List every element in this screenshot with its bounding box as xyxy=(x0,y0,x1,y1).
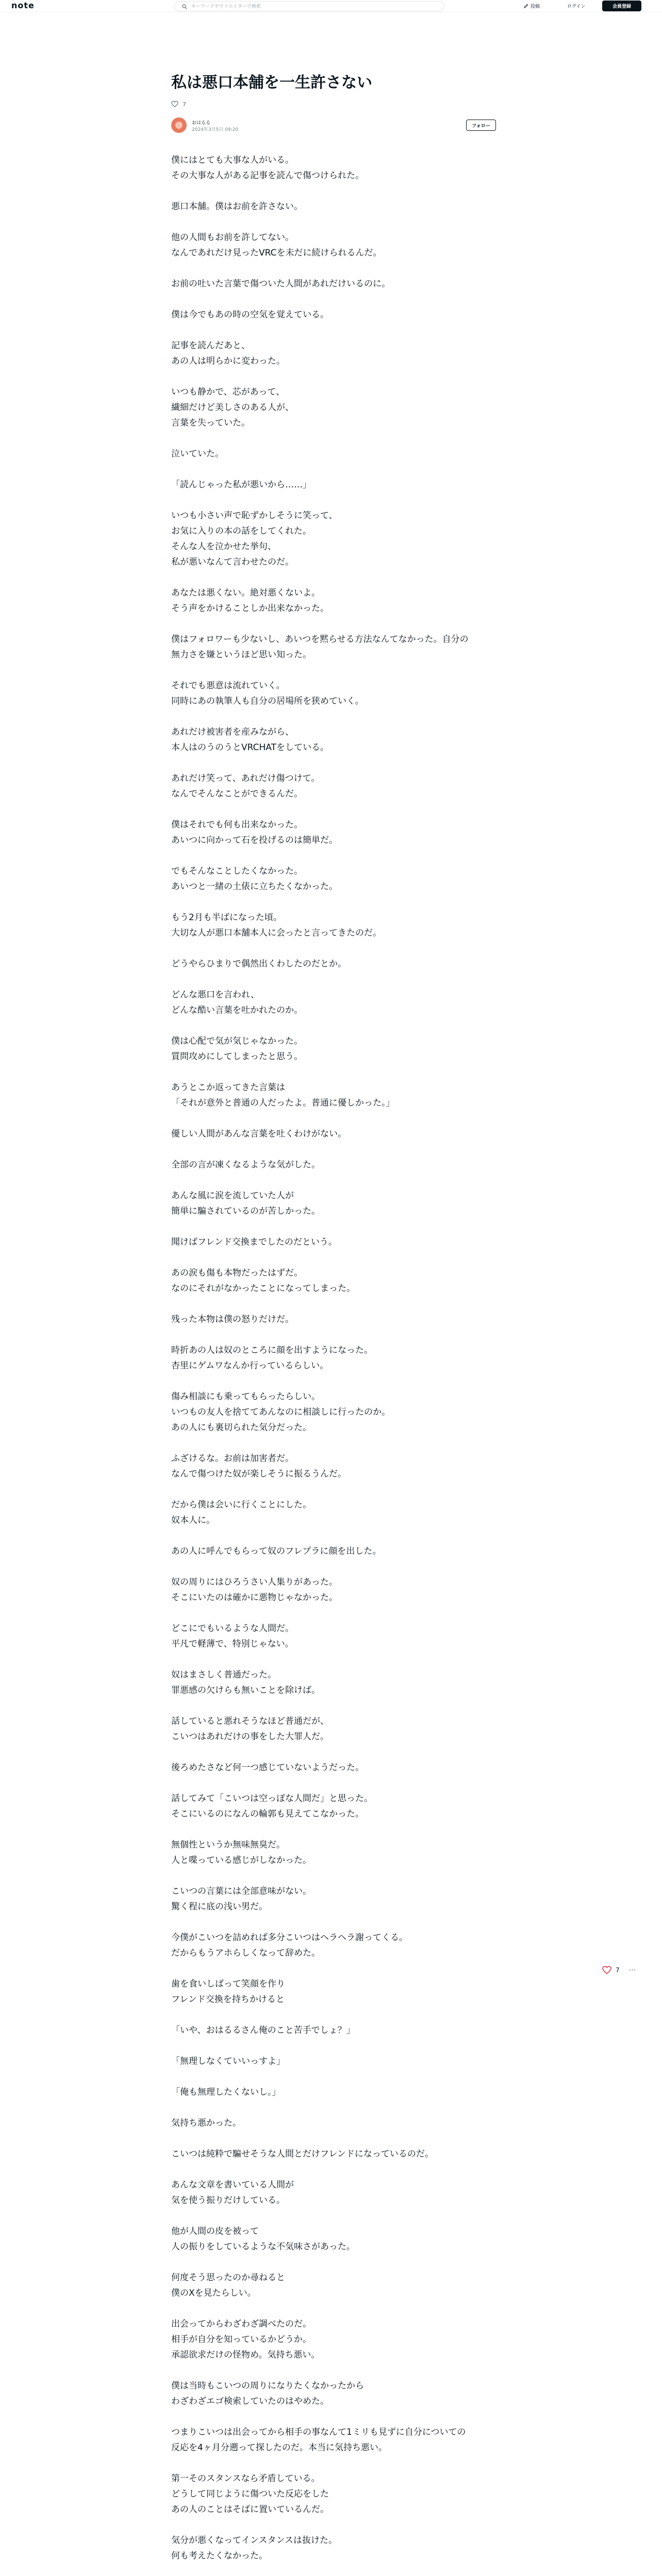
paragraph-line: 「俺も無理したくないし。」 xyxy=(171,2087,281,2097)
paragraph-line: あうとこか返ってきた言葉は xyxy=(171,1082,285,1093)
paragraph-line: あいつに向かって石を投げるのは簡単だ。 xyxy=(171,835,338,845)
article-paragraph xyxy=(171,307,496,323)
paragraph-line: 平凡で軽薄で、特別じゃない。 xyxy=(171,1639,294,1649)
article-paragraph xyxy=(171,771,496,802)
article-paragraph xyxy=(171,338,496,369)
paragraph-line: どんな悪口を言われ、 xyxy=(171,990,260,1000)
paragraph-line: あんな風に涙を流していた人が xyxy=(171,1191,294,1201)
paragraph-line: いつも小さい声で恥ずかしそうに笑って、 xyxy=(171,511,338,521)
paragraph-line: 質問攻めにしてしまったと思う。 xyxy=(171,1052,303,1062)
article-paragraph xyxy=(171,1621,496,1652)
search-bar[interactable] xyxy=(174,1,444,11)
paragraph-line: そんな人を泣かせた挙句、 xyxy=(171,541,276,552)
article-paragraph xyxy=(171,863,496,894)
article-paragraph xyxy=(171,2115,496,2131)
paragraph-line: フレンド交換を持ちかけると xyxy=(171,1994,285,2005)
paragraph-line: その大事な人がある記事を読んで傷つけられた。 xyxy=(171,171,364,181)
paragraph-line: 歯を食いしばって笑顔を作り xyxy=(171,1979,285,1989)
article-paragraph xyxy=(171,1791,496,1822)
search-input[interactable] xyxy=(191,3,428,10)
article-paragraph xyxy=(171,2084,496,2100)
pencil-icon xyxy=(524,4,528,8)
paragraph-line: あいつと一緒の土俵に立ちたくなかった。 xyxy=(171,882,338,892)
like-count: 7 xyxy=(183,100,186,108)
paragraph-line: 言葉を失っていた。 xyxy=(171,418,250,428)
article-paragraph xyxy=(171,1080,496,1111)
more-options-icon[interactable]: ⋯ xyxy=(628,1966,636,1974)
paragraph-line: 繊細だけど美しさのある人が、 xyxy=(171,402,294,413)
article-paragraph xyxy=(171,987,496,1018)
article-paragraph xyxy=(171,956,496,972)
paragraph-line: 同時にあの執筆人も自分の居場所を狭めていく。 xyxy=(171,696,364,706)
paragraph-line: 気持ち悪かった。 xyxy=(171,2118,241,2128)
paragraph-line: 人と喋っている感じがしなかった。 xyxy=(171,1855,311,1866)
paragraph-line: ふざけるな。お前は加害者だ。 xyxy=(171,1453,294,1464)
paragraph-line: あれだけ笑って、あれだけ傷つけて。 xyxy=(171,773,320,784)
paragraph-line: 僕はフォロワーも少ないし、あいつを黙らせる方法なんてなかった。自分の xyxy=(171,634,469,645)
article-paragraph xyxy=(171,1312,496,1327)
paragraph-line: 大切な人が悪口本舗本人に会ったと言ってきたのだ。 xyxy=(171,928,382,938)
paragraph-line: 反応を4ヶ月分遡って探したのだ。本当に気持ち悪い。 xyxy=(171,2443,387,2453)
paragraph-line: 気分が悪くなってインスタンスは抜けた。 xyxy=(171,2535,337,2546)
paragraph-line: あの人にも裏切られた気分だった。 xyxy=(171,1422,311,1433)
article-paragraph xyxy=(171,1126,496,1142)
paragraph-line: いつも静かで、芯があって、 xyxy=(171,387,285,397)
article-paragraph xyxy=(171,1714,496,1744)
author-name[interactable]: おはるる xyxy=(192,121,211,126)
paragraph-line: 僕は心配で気が気じゃなかった。 xyxy=(171,1036,303,1046)
article-paragraph xyxy=(171,2023,496,2038)
paragraph-line: 奴はまさしく普通だった。 xyxy=(171,1670,276,1680)
paragraph-line: 何度そう思ったのか尋ねると xyxy=(171,2273,285,2283)
paragraph-line: あれだけ被害者を産みながら、 xyxy=(171,727,294,737)
article-paragraph xyxy=(171,1234,496,1250)
article-paragraph xyxy=(171,1389,496,1435)
article-paragraph xyxy=(171,1930,496,1961)
paragraph-line: 私が悪いなんて言わせたのだ。 xyxy=(171,557,294,567)
paragraph-line: でもそんなことしたくなかった。 xyxy=(171,866,303,876)
article-paragraph xyxy=(171,910,496,941)
article-paragraph xyxy=(171,1884,496,1914)
paragraph-line: 残った本物は僕の怒りだけだ。 xyxy=(171,1314,294,1325)
paragraph-line: そこにいるのになんの輪郭も見えてこなかった。 xyxy=(171,1809,364,1819)
paragraph-line: それでも悪意は流れていく。 xyxy=(171,681,285,691)
paragraph-line: 全部の言が凍くなるような気がした。 xyxy=(171,1160,320,1170)
article-paragraph xyxy=(171,2378,496,2409)
article-paragraph xyxy=(171,276,496,292)
article-paragraph xyxy=(171,1265,496,1296)
article-paragraph xyxy=(171,2471,496,2517)
article xyxy=(171,72,496,2576)
paragraph-line: 気を使う振りだけしている。 xyxy=(171,2195,285,2206)
paragraph-line: 他の人間もお前を許してない。 xyxy=(171,232,294,243)
article-paragraph xyxy=(171,1574,496,1605)
article-paragraph xyxy=(171,1544,496,1559)
paragraph-line: 無力さを嫌というほど思い知った。 xyxy=(171,650,311,660)
author-row xyxy=(171,115,496,138)
paragraph-line: 驚く程に底の浅い男だ。 xyxy=(171,1902,268,1912)
login-label: ログイン xyxy=(567,4,586,9)
article-body xyxy=(171,152,496,2576)
article-paragraph xyxy=(171,2224,496,2255)
article-paragraph xyxy=(171,477,496,493)
article-paragraph xyxy=(171,2177,496,2208)
paragraph-line: あなたは悪くない。絶対悪くないよ。 xyxy=(171,588,320,598)
article-paragraph xyxy=(171,2270,496,2301)
paragraph-line: 他が人間の皮を被って xyxy=(171,2226,259,2236)
paragraph-line: どこにでもいるような人間だ。 xyxy=(171,1623,294,1634)
article-paragraph xyxy=(171,678,496,709)
paragraph-line: こいつの言葉には全部意味がない。 xyxy=(171,1886,311,1896)
article-paragraph xyxy=(171,2146,496,2162)
site-header xyxy=(0,0,662,12)
paragraph-line: どんな酷い言葉を吐かれたのか。 xyxy=(171,1005,303,1015)
article-paragraph xyxy=(171,384,496,431)
paragraph-line: 話していると悪れそうなほど普通だが、 xyxy=(171,1716,329,1726)
floating-like xyxy=(602,1965,636,1975)
paragraph-line: つまりこいつは出会ってから相手の事なんて1ミリも見ずに自分についての xyxy=(171,2427,466,2437)
paragraph-line: どうやらひまりで偶然出くわしたのだとか。 xyxy=(171,959,346,969)
article-paragraph xyxy=(171,585,496,616)
article-paragraph xyxy=(171,1837,496,1868)
article-paragraph xyxy=(171,2425,496,2455)
article-title: 私は悪口本舗を一生許さない xyxy=(171,74,372,92)
post-label: 投稿 xyxy=(531,4,540,9)
search-icon xyxy=(182,4,187,9)
article-paragraph xyxy=(171,2533,496,2564)
paragraph-line: 出会ってからわざわざ調べたのだ。 xyxy=(171,2319,311,2329)
paragraph-line: 話してみて「こいつは空っぽな人間だ」と思った。 xyxy=(171,1793,373,1804)
paragraph-line: 相手が自分を知っているかどうか。 xyxy=(171,2334,311,2345)
article-paragraph xyxy=(171,199,496,214)
heart-icon[interactable] xyxy=(171,100,178,108)
paragraph-line: 「それが意外と普通の人だったよ。普通に優しかった。」 xyxy=(171,1098,395,1108)
article-paragraph xyxy=(171,632,496,663)
paragraph-line: 「読んじゃった私が悪いから……」 xyxy=(171,480,311,490)
post-date: 2024年3月5日 09:20 xyxy=(192,127,239,132)
paragraph-line: 後ろめたさなど何一つ感じていないようだった。 xyxy=(171,1762,364,1773)
paragraph-line: あの人のことはそばに置いているんだ。 xyxy=(171,2504,329,2515)
paragraph-line: だからもうアホらしくなって辞めた。 xyxy=(171,1948,320,1958)
paragraph-line: 奴本人に。 xyxy=(171,1515,215,1526)
follow-button[interactable]: フォロー xyxy=(466,120,496,131)
paragraph-line: 時折あの人は奴のところに顔を出すようになった。 xyxy=(171,1345,373,1355)
paragraph-line: どうして同じように傷ついた反応をした xyxy=(171,2489,329,2499)
paragraph-line: 杏里にゲムワなんか行っているらしい。 xyxy=(171,1361,329,1371)
signup-button[interactable]: 会員登録 xyxy=(602,1,641,11)
paragraph-line: わざわざエゴ検索していたのはやめた。 xyxy=(171,2396,329,2406)
article-paragraph xyxy=(171,508,496,570)
avatar[interactable] xyxy=(171,117,187,133)
paragraph-line: 何も考えたくなかった。 xyxy=(171,2551,268,2561)
paragraph-line: もう2月も半ばになった頃。 xyxy=(171,912,282,923)
paragraph-line: 僕にはとても大事な人がいる。 xyxy=(171,155,294,165)
paragraph-line: あんな文章を書いている人間が xyxy=(171,2180,294,2190)
paragraph-line: こいつは純粋で騙せそうな人間とだけフレンドになっているのだ。 xyxy=(171,2149,434,2159)
paragraph-line: 傷み相談にも乗ってもらったらしい。 xyxy=(171,1392,320,1402)
paragraph-line: あの人は明らかに変わった。 xyxy=(171,356,285,366)
paragraph-line: 簡単に騙されているのが苦しかった。 xyxy=(171,1206,320,1216)
paragraph-line: お気に入りの本の話をしてくれた。 xyxy=(171,526,311,536)
article-paragraph xyxy=(171,1188,496,1219)
article-paragraph xyxy=(171,1760,496,1775)
article-paragraph xyxy=(171,1451,496,1482)
paragraph-line: そこにいたのは確かに悪物じゃなかった。 xyxy=(171,1592,338,1603)
like-row xyxy=(171,99,496,109)
article-paragraph xyxy=(171,1033,496,1064)
paragraph-line: なんで傷つけた奴が楽しそうに振るうんだ。 xyxy=(171,1469,346,1479)
article-paragraph xyxy=(171,1667,496,1698)
paragraph-line: 承認欲求だけの怪物め。気持ち悪い。 xyxy=(171,2350,320,2360)
paragraph-line: 第一そのスタンスなら矛盾している。 xyxy=(171,2473,320,2484)
paragraph-line: 僕は今でもあの時の空気を覚えている。 xyxy=(171,310,329,320)
paragraph-line: あの涙も傷も本物だったはずだ。 xyxy=(171,1268,303,1278)
login-link[interactable] xyxy=(567,3,586,9)
paragraph-line: そう声をかけることしか出来なかった。 xyxy=(171,603,329,614)
post-button[interactable] xyxy=(524,3,540,9)
article-paragraph xyxy=(171,724,496,755)
article-paragraph xyxy=(171,446,496,462)
floating-like-count: 7 xyxy=(616,1967,620,1974)
paragraph-line: 無個性というか無味無臭だ。 xyxy=(171,1840,285,1850)
article-paragraph xyxy=(171,2054,496,2069)
paragraph-line: 聞けばフレンド交換までしたのだという。 xyxy=(171,1237,337,1247)
article-paragraph xyxy=(171,1497,496,1528)
paragraph-line: なのにそれがなかったことになってしまった。 xyxy=(171,1283,355,1294)
article-paragraph xyxy=(171,2316,496,2363)
paragraph-line: 奴の周りにはひろうさい人集りがあった。 xyxy=(171,1577,338,1587)
article-paragraph xyxy=(171,1976,496,2007)
paragraph-line: お前の吐いた言葉で傷ついた人間があれだけいるのに。 xyxy=(171,279,390,289)
paragraph-line: あの人に呼んでもらって奴のフレプラに顔を出した。 xyxy=(171,1546,382,1556)
paragraph-line: 僕は当時もこいつの周りになりたくなかったから xyxy=(171,2381,364,2391)
paragraph-line: 本人はのうのうとVRCHATをしている。 xyxy=(171,742,329,753)
paragraph-line: 泣いていた。 xyxy=(171,449,224,459)
article-paragraph xyxy=(171,1343,496,1374)
paragraph-line: 「無理しなくていいっすよ」 xyxy=(171,2056,285,2066)
article-paragraph xyxy=(171,817,496,848)
paragraph-line: なんであれだけ見ったVRCを未だに続けられるんだ。 xyxy=(171,248,382,258)
paragraph-line: こいつはあれだけの事をした大罪人だ。 xyxy=(171,1732,329,1742)
article-paragraph xyxy=(171,1157,496,1173)
paragraph-line: 人の振りをしているような不気味さがあった。 xyxy=(171,2242,355,2252)
heart-icon[interactable] xyxy=(602,1965,611,1975)
paragraph-line: 僕はそれでも何も出来なかった。 xyxy=(171,820,303,830)
paragraph-line: 「いや、おはるるさん俺のこと苦手でしょ？」 xyxy=(171,2025,355,2036)
paragraph-line: 僕のXを見たらしい。 xyxy=(171,2288,256,2298)
paragraph-line: 優しい人間があんな言葉を吐くわけがない。 xyxy=(171,1129,346,1139)
article-paragraph xyxy=(171,152,496,183)
paragraph-line: 今僕がこいつを詰めれば多分こいつはヘラヘラ謝ってくる。 xyxy=(171,1933,408,1943)
note-logo[interactable]: note xyxy=(11,1,35,10)
paragraph-line: いつもの友人を捨ててあんなのに相談しに行ったのか。 xyxy=(171,1407,390,1417)
paragraph-line: なんでそんなことができるんだ。 xyxy=(171,789,303,799)
paragraph-line: 罪悪感の欠けらも無いことを除けば。 xyxy=(171,1685,320,1696)
paragraph-line: 記事を読んだあと、 xyxy=(171,341,250,351)
article-paragraph xyxy=(171,230,496,261)
paragraph-line: 悪口本舗。僕はお前を許さない。 xyxy=(171,201,303,212)
paragraph-line: だから僕は会いに行くことにした。 xyxy=(171,1500,311,1510)
